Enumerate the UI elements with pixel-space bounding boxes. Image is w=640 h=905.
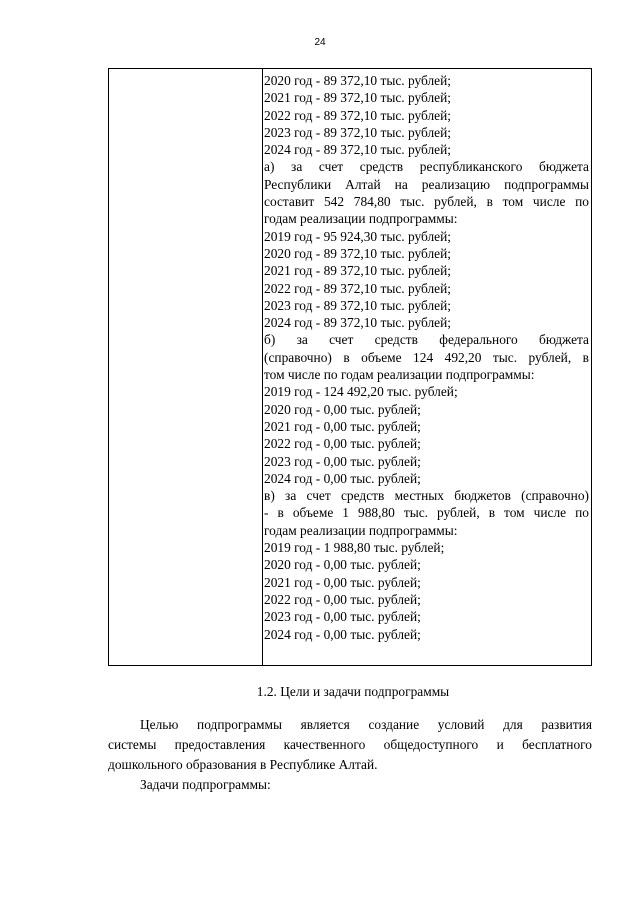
- paragraph-line: Целью подпрограммы является создание условий для развития: [140, 717, 592, 732]
- table-line: а) за счет средств республиканского бюджета: [264, 159, 589, 175]
- table-line: 2020 год - 0,00 тыс. рублей;: [264, 401, 421, 417]
- table-line: - в объеме 1 988,80 тыс. рублей, в том числе по: [264, 505, 589, 521]
- table-line: 2020 год - 0,00 тыс. рублей;: [264, 557, 421, 573]
- table-line: годам реализации подпрограммы:: [264, 211, 458, 227]
- table-line: 2021 год - 89 372,10 тыс. рублей;: [264, 263, 451, 279]
- paragraph-line: дошкольного образования в Республике Алтай.: [108, 757, 378, 772]
- table-line: 2022 год - 0,00 тыс. рублей;: [264, 591, 421, 607]
- table-line: 2022 год - 0,00 тыс. рублей;: [264, 436, 421, 452]
- table-line: 2019 год - 95 924,30 тыс. рублей;: [264, 228, 451, 244]
- table-line: 2023 год - 0,00 тыс. рублей;: [264, 453, 421, 469]
- table-line: 2021 год - 0,00 тыс. рублей;: [264, 574, 421, 590]
- paragraph-line: системы предоставления качественного общедоступного и бесплатного: [108, 737, 592, 752]
- table-line: 2024 год - 89 372,10 тыс. рублей;: [264, 142, 451, 158]
- funding-table: [108, 68, 592, 666]
- page-number: 24: [314, 37, 326, 48]
- tasks-label: Задачи подпрограммы:: [140, 777, 271, 792]
- table-line: 2021 год - 89 372,10 тыс. рублей;: [264, 90, 451, 106]
- table-line: 2019 год - 1 988,80 тыс. рублей;: [264, 540, 445, 556]
- table-right-column: [264, 72, 589, 643]
- table-line: годам реализации подпрограммы:: [264, 522, 458, 538]
- table-line: 2022 год - 89 372,10 тыс. рублей;: [264, 107, 451, 123]
- table-line: составит 542 784,80 тыс. рублей, в том числе по: [264, 194, 589, 210]
- table-line: 2019 год - 124 492,20 тыс. рублей;: [264, 384, 458, 400]
- table-line: (справочно) в объеме 124 492,20 тыс. рублей, в: [264, 349, 589, 365]
- table-line: в) за счет средств местных бюджетов (справочно): [264, 488, 589, 504]
- table-line: б) за счет средств федерального бюджета: [264, 332, 589, 348]
- table-line: 2020 год - 89 372,10 тыс. рублей;: [264, 73, 451, 88]
- table-line: 2023 год - 89 372,10 тыс. рублей;: [264, 124, 451, 140]
- section-heading: 1.2. Цели и задачи подпрограммы: [256, 684, 450, 699]
- table-left-column: [109, 69, 263, 665]
- table-line: 2024 год - 0,00 тыс. рублей;: [264, 470, 421, 486]
- table-line: 2024 год - 89 372,10 тыс. рублей;: [264, 315, 451, 331]
- tasks-paragraph: [108, 775, 592, 795]
- table-line: 2023 год - 89 372,10 тыс. рублей;: [264, 297, 451, 313]
- table-line: 2020 год - 89 372,10 тыс. рублей;: [264, 245, 451, 261]
- goal-paragraph: [108, 715, 592, 775]
- table-line: Республики Алтай на реализацию подпрограммы: [264, 176, 589, 192]
- table-line: 2023 год - 0,00 тыс. рублей;: [264, 609, 421, 625]
- table-line: 2021 год - 0,00 тыс. рублей;: [264, 418, 421, 434]
- table-line: том числе по годам реализации подпрограммы:: [264, 367, 535, 383]
- table-line: 2024 год - 0,00 тыс. рублей;: [264, 626, 421, 642]
- table-line: 2022 год - 89 372,10 тыс. рублей;: [264, 280, 451, 296]
